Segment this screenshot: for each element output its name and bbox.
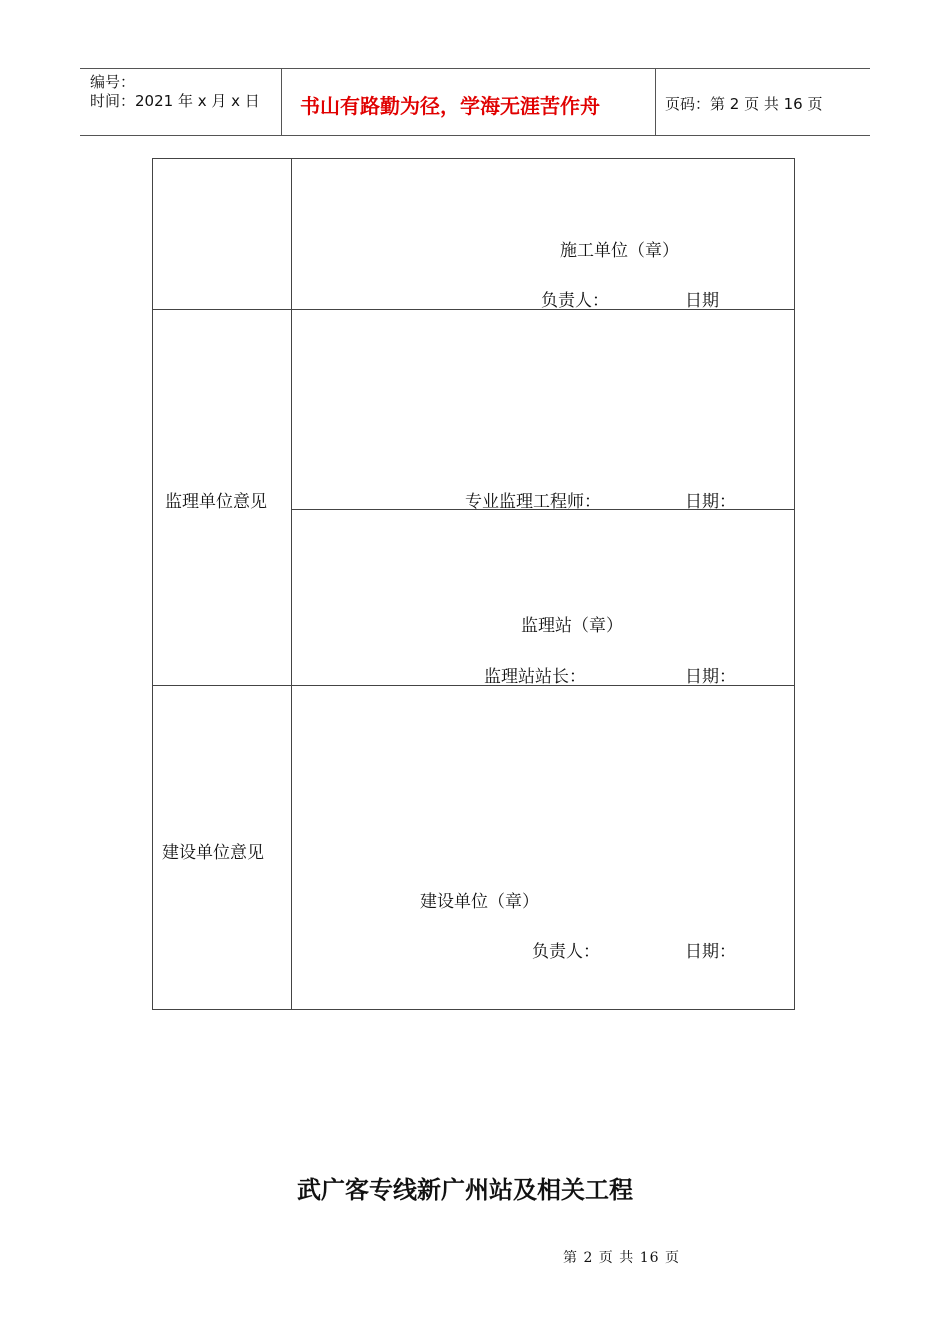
header-divider-right [655,68,656,136]
owner-date-label: 日期： [685,942,736,962]
construction-date-label: 日期 [685,291,719,311]
header-number-label: 编号： [90,73,136,91]
table-left-border [152,158,153,1010]
header-divider-left [281,68,282,136]
supervision-station-stamp: 监理站（章） [521,616,623,636]
header-page-info: 页码：第 2 页 共 16 页 [665,95,823,113]
supervision-head-label: 监理站站长： [484,667,586,687]
supervision-engineer-date: 日期： [685,492,736,512]
construction-person-label: 负责人： [541,291,609,311]
construction-unit-stamp: 施工单位（章） [560,241,679,261]
table-right-border [794,158,795,1010]
supervision-opinion-label: 监理单位意见 [165,492,267,512]
table-top-border [152,158,795,159]
document-title: 武广客专线新广州站及相关工程 [297,1175,633,1204]
supervision-head-date: 日期： [685,667,736,687]
table-column-divider [291,158,292,1010]
table-bottom-border [152,1009,795,1010]
owner-person-label: 负责人： [532,942,600,962]
header-top-rule [80,68,870,69]
owner-unit-stamp: 建设单位（章） [420,892,539,912]
supervision-engineer-label: 专业监理工程师： [465,492,601,512]
header-bottom-rule [80,135,870,136]
page-footer: 第 2 页 共 16 页 [563,1250,680,1266]
header-motto: 书山有路勤为径，学海无涯苦作舟 [300,94,600,118]
header-time-label: 时间：2021 年 x 月 x 日 [90,92,260,110]
owner-opinion-label: 建设单位意见 [162,843,264,863]
